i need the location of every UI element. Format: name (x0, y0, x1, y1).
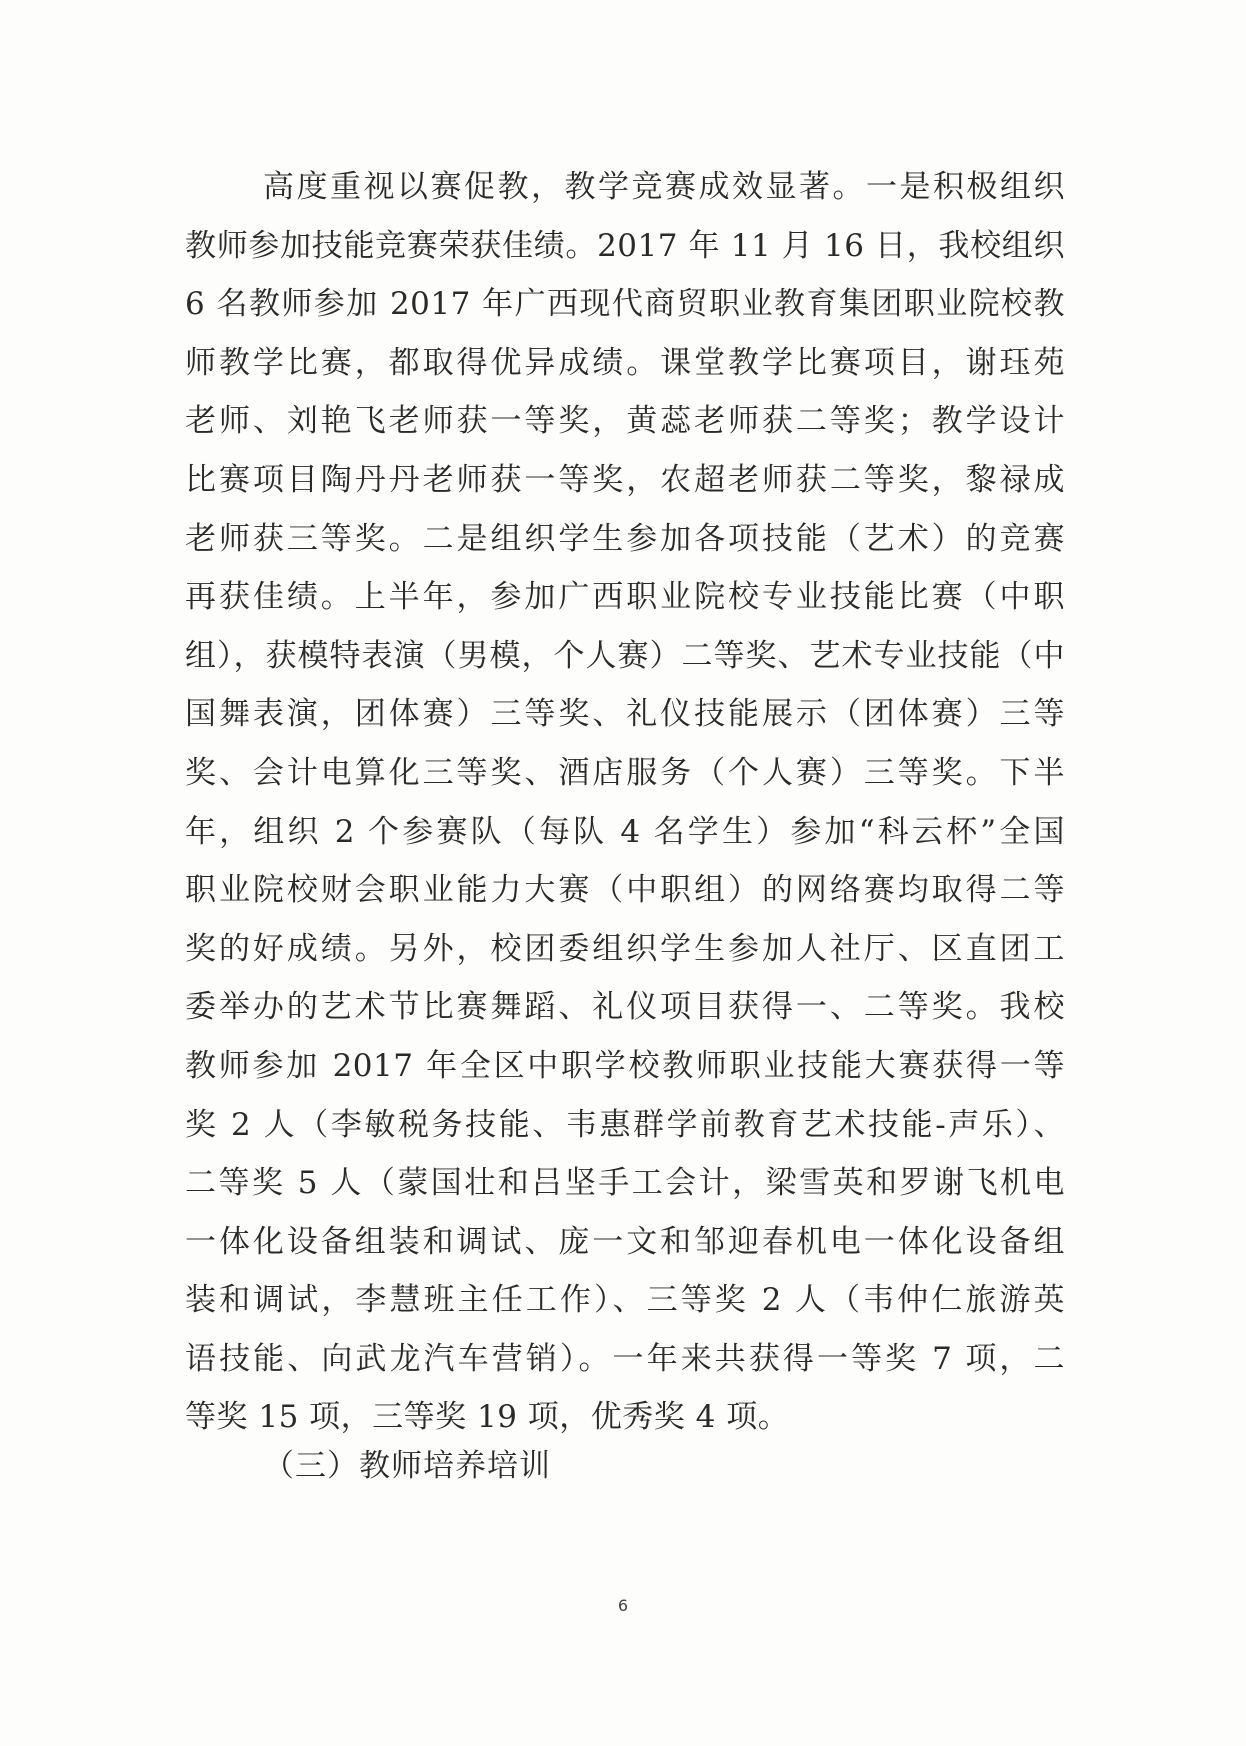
text-line: 二等奖 5 人（蒙国壮和吕坚手工会计，梁雪英和罗谢飞机电 (185, 1165, 1065, 1202)
text-line: 职业院校财会职业能力大赛（中职组）的网络赛均取得二等 (185, 872, 1065, 909)
text-line: 老师获三等奖。二是组织学生参加各项技能（艺术）的竞赛 (185, 520, 1065, 557)
text-line: 比赛项目陶丹丹老师获一等奖，农超老师获二等奖，黎禄成 (185, 461, 1065, 498)
text-line: 一体化设备组装和调试、庞一文和邹迎春机电一体化设备组 (185, 1223, 1065, 1260)
text-line: 教师参加 2017 年全区中职学校教师职业技能大赛获得一等 (185, 1047, 1065, 1084)
text-line: 等奖 15 项，三等奖 19 项，优秀奖 4 项。 (185, 1399, 790, 1436)
text-line: 师教学比赛，都取得优异成绩。课堂教学比赛项目，谢珏苑 (185, 344, 1065, 381)
page-number: 6 (617, 1596, 629, 1615)
text-line: 装和调试，李慧班主任工作）、三等奖 2 人（韦仲仁旅游英 (185, 1282, 1065, 1319)
body-paragraph (185, 158, 1065, 1447)
text-line: 高度重视以赛促教，教学竞赛成效显著。一是积极组织 (263, 169, 1065, 205)
text-line: 奖 2 人（李敏税务技能、韦惠群学前教育艺术技能-声乐）、 (185, 1106, 1065, 1143)
text-line: 组），获模特表演（男模，个人赛）二等奖、艺术专业技能（中 (185, 637, 1065, 674)
text-line: 委举办的艺术节比赛舞蹈、礼仪项目获得一、二等奖。我校 (185, 989, 1065, 1026)
text-line: 再获佳绩。上半年，参加广西职业院校专业技能比赛（中职 (185, 579, 1065, 616)
text-line: 奖、会计电算化三等奖、酒店服务（个人赛）三等奖。下半 (185, 754, 1065, 791)
text-line: 国舞表演，团体赛）三等奖、礼仪技能展示（团体赛）三等 (185, 696, 1065, 733)
text-line: 教师参加技能竞赛荣获佳绩。2017 年 11 月 16 日，我校组织 (185, 227, 1065, 264)
section-heading: （三）教师培养培训 (263, 1448, 551, 1484)
text-line: 老师、刘艳飞老师获一等奖，黄蕊老师获二等奖；教学设计 (185, 403, 1065, 440)
text-line: 6 名教师参加 2017 年广西现代商贸职业教育集团职业院校教 (185, 286, 1065, 323)
text-line: 奖的好成绩。另外，校团委组织学生参加人社厅、区直团工 (185, 930, 1065, 967)
text-line: 语技能、向武龙汽车营销）。一年来共获得一等奖 7 项，二 (185, 1340, 1065, 1377)
text-line: 年，组织 2 个参赛队（每队 4 名学生）参加“科云杯”全国 (185, 813, 1065, 850)
